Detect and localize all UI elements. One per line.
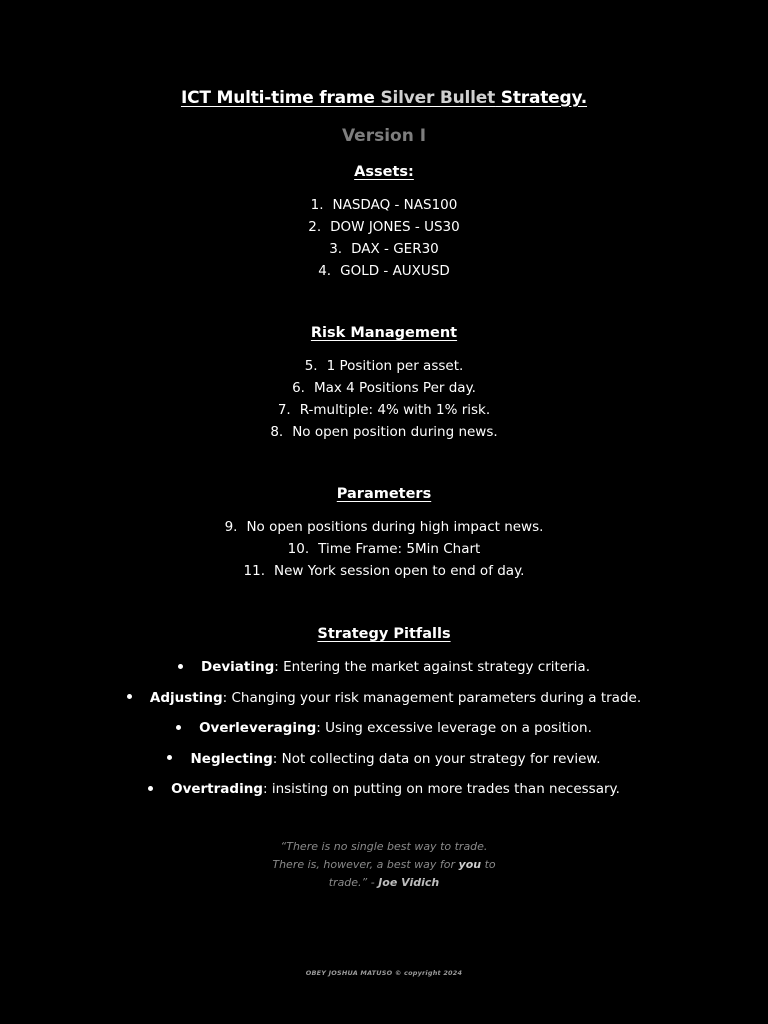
quote-line-2: There is, however, a best way for you to: [272, 858, 496, 871]
assets-list: [0, 194, 768, 282]
risk-management-heading: Risk Management: [310, 325, 458, 341]
list-item: 1. NASDAQ - NAS100: [310, 197, 458, 213]
list-item: 8. No open position during news.: [270, 424, 498, 440]
risk-management-list: [0, 355, 768, 443]
pitfalls-heading: Strategy Pitfalls: [317, 626, 451, 642]
list-item: 3. DAX - GER30: [329, 241, 439, 257]
list-item: 11. New York session open to end of day.: [243, 563, 525, 579]
bullet-icon: [148, 786, 153, 791]
list-item: Neglecting: Not collecting data on your strategy for review.: [0, 746, 768, 777]
title-part2: Strategy.: [495, 88, 588, 108]
quote-line-1: “There is no single best way to trade.: [280, 840, 488, 853]
list-item: Deviating: Entering the market against strategy criteria.: [0, 654, 768, 685]
assets-heading: Assets:: [354, 164, 414, 180]
list-item: 7. R-multiple: 4% with 1% risk.: [277, 402, 491, 418]
list-item: 10. Time Frame: 5Min Chart: [287, 541, 481, 557]
list-item: 9. No open positions during high impact news.: [224, 519, 544, 535]
list-item: 4. GOLD - AUXUSD: [318, 263, 450, 279]
list-item: Overleveraging: Using excessive leverage on a position.: [0, 715, 768, 746]
list-item: 6. Max 4 Positions Per day.: [292, 380, 476, 396]
list-item: Overtrading: insisting on putting on more trades than necessary.: [0, 776, 768, 807]
list-item: 2. DOW JONES - US30: [308, 219, 460, 235]
bullet-icon: [167, 755, 172, 760]
list-item: Adjusting: Changing your risk management parameters during a trade.: [0, 685, 768, 716]
pitfalls-list: [0, 654, 768, 807]
document-title: [0, 88, 768, 108]
version-label: Version I: [341, 126, 427, 146]
bullet-icon: [178, 664, 183, 669]
title-part1: ICT Multi-time frame: [180, 88, 381, 108]
copyright-footer: OBEY JOSHUA MATUSO © copyright 2024: [305, 969, 463, 977]
quote-author: Joe Vidich: [378, 876, 440, 889]
parameters-heading: Parameters: [336, 486, 432, 502]
title-highlight: Silver Bullet: [380, 88, 496, 108]
parameters-list: [0, 516, 768, 582]
bullet-icon: [176, 725, 181, 730]
bullet-icon: [127, 694, 132, 699]
quote-block: [0, 838, 768, 892]
list-item: 5. 1 Position per asset.: [304, 358, 464, 374]
quote-line-3: trade.” - Joe Vidich: [328, 876, 440, 889]
